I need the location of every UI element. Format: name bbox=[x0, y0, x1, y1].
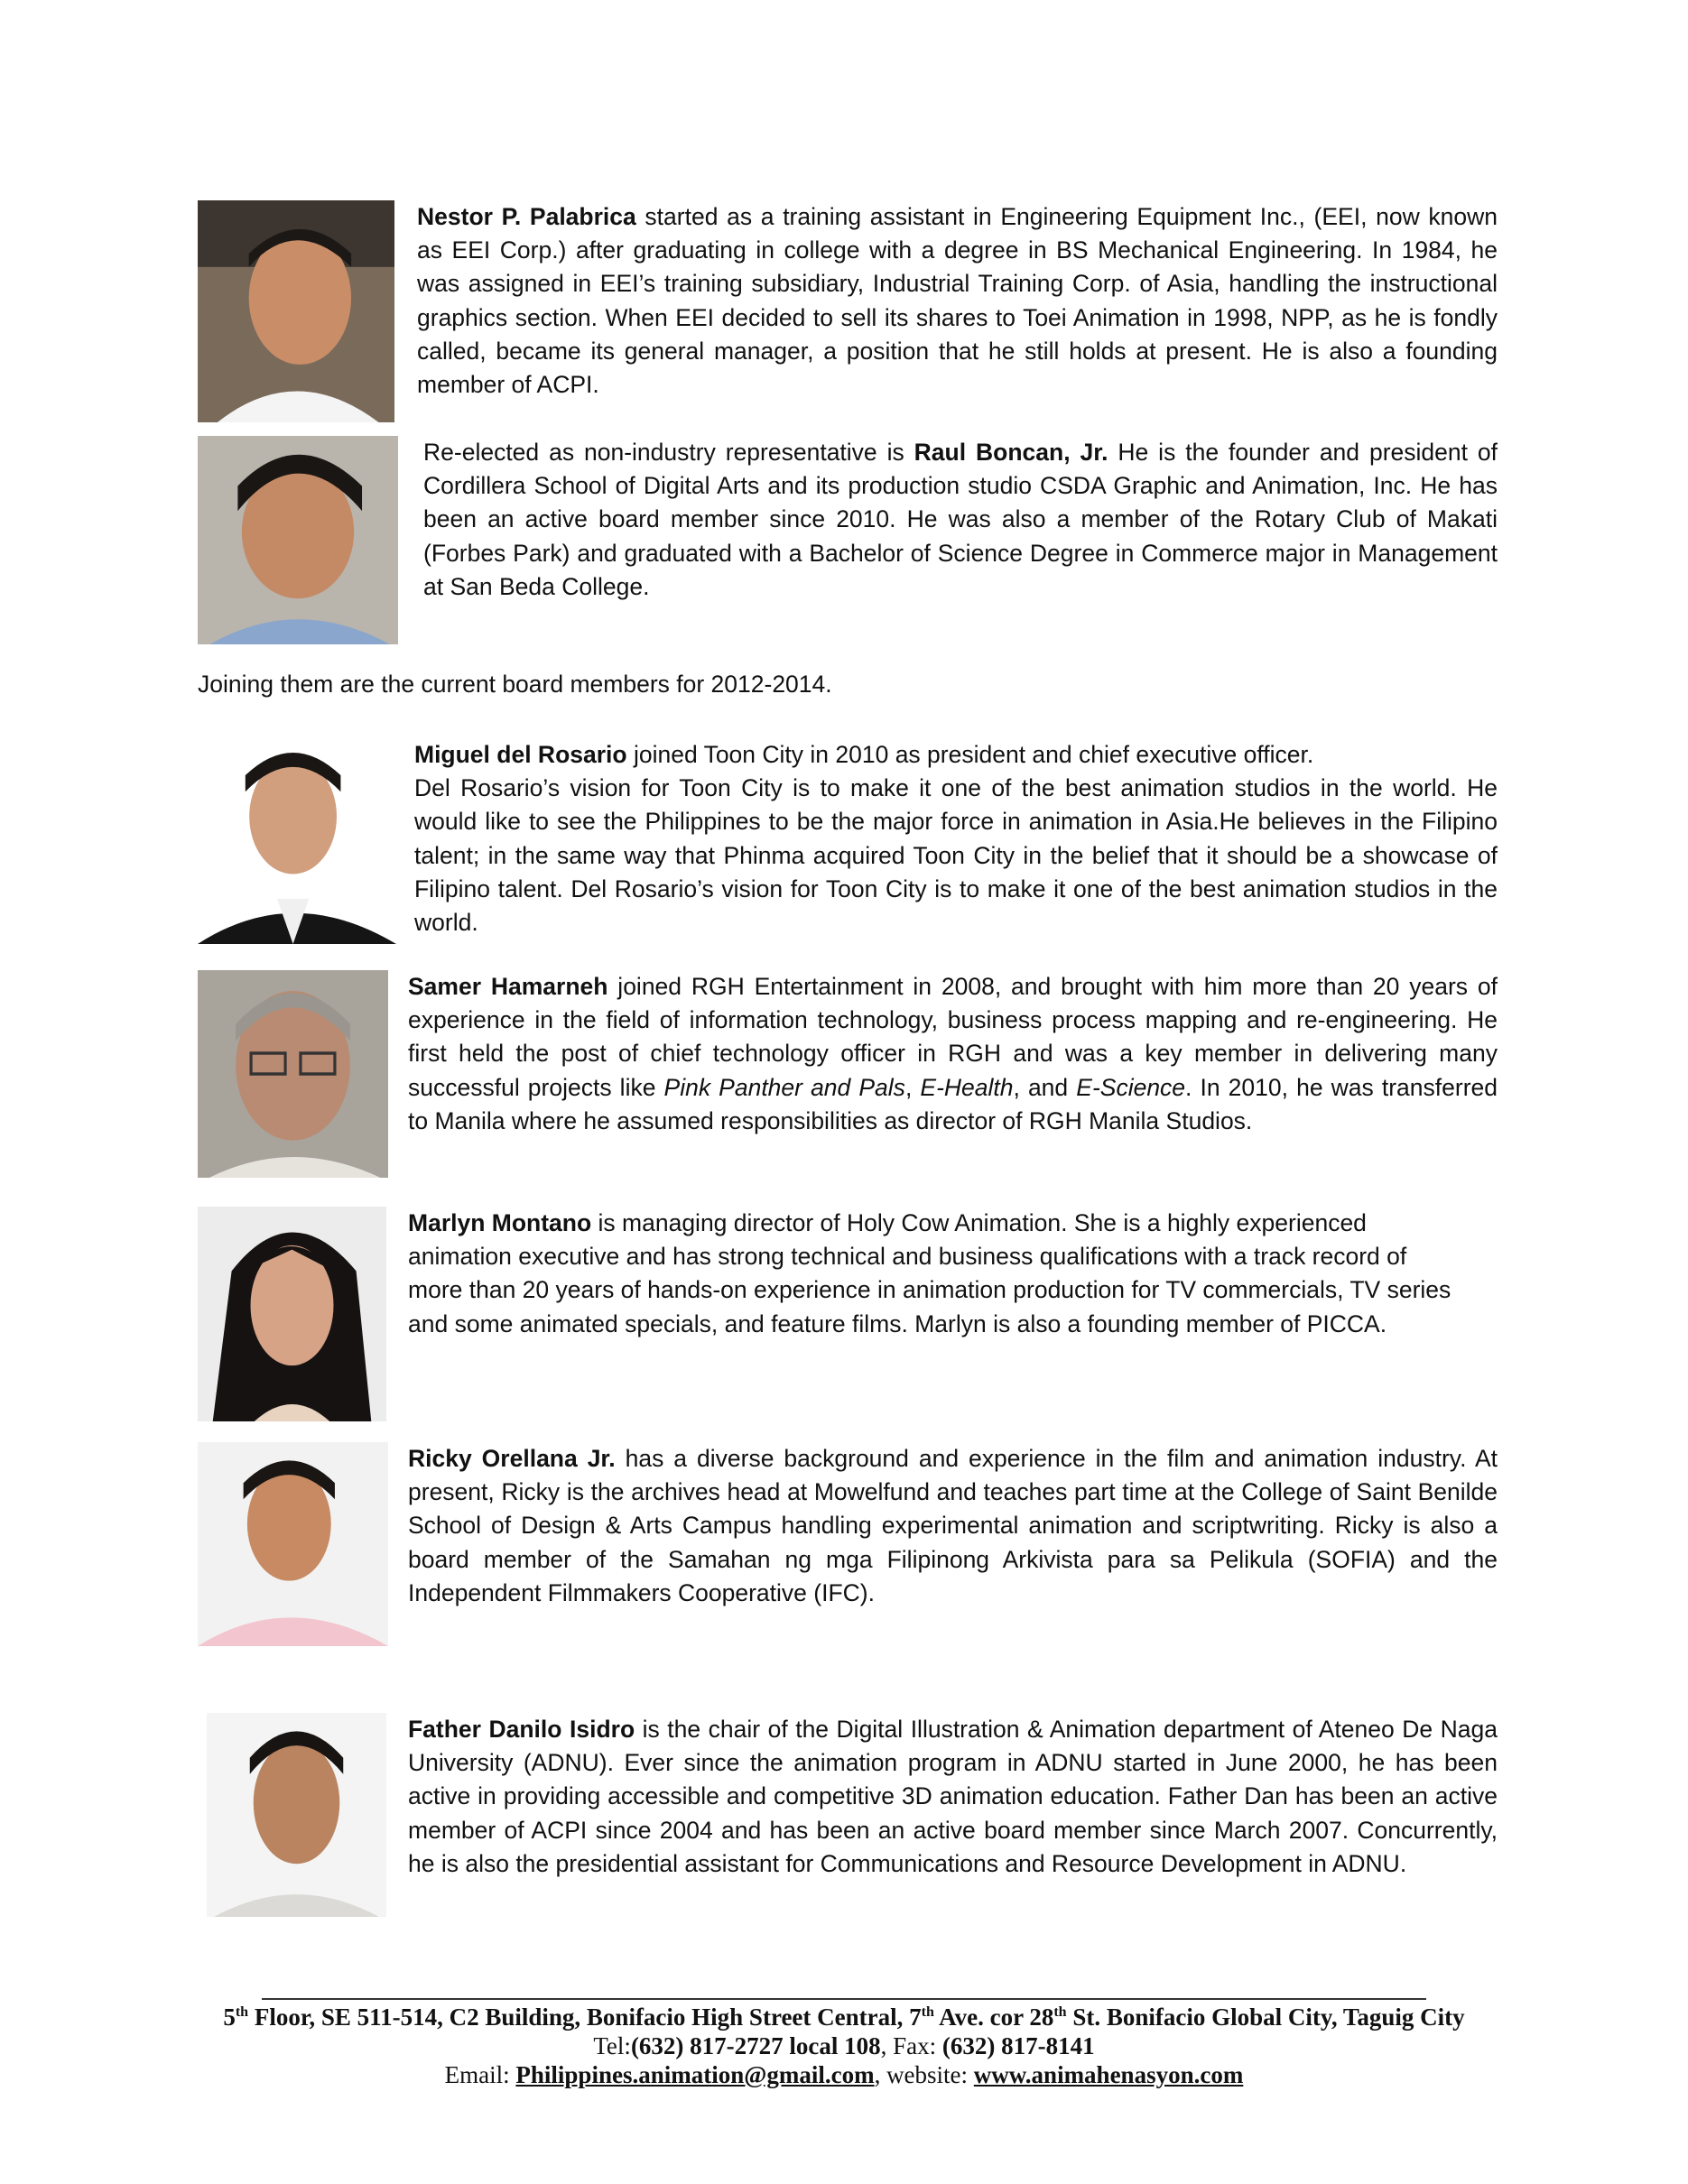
person-name: Nestor P. Palabrica bbox=[417, 203, 636, 230]
address-text: Floor, SE 511-514, C2 Building, Bonifacio High Street Central, 7 bbox=[248, 2004, 922, 2031]
footer-contact bbox=[0, 2060, 1688, 2089]
tel-number: (632) 817-2727 local 108 bbox=[630, 2032, 881, 2059]
bio-nestor-palabrica bbox=[198, 200, 1498, 426]
separator: , and bbox=[1013, 1073, 1077, 1101]
bio-samer-hamarneh bbox=[198, 970, 1498, 1178]
address-text: 5 bbox=[223, 2004, 236, 2031]
fax-number: (632) 817-8141 bbox=[941, 2032, 1095, 2059]
bio-body: started as a training assistant in Engineering Equipment Inc., (EEI, now known as EEI Corp.) after graduating in college with a degree in BS Mechanical Engineering. In 1984, he was assigned in EEI’s training subsidiary, Industrial Training Corp. of Asia, handling the instructional graphics section. When EEI decided to sell its shares to Toei Animation in 1998, NPP, as he is fondly called, became its general manager, a position that he still holds at present. He is also a founding member of ACPI. bbox=[417, 203, 1498, 399]
bio-body: Del Rosario’s vision for Toon City is to make it one of the best animation studios in the world. He would like to see the Philippines to be the major force in animation in Asia.He believes in the Filipino talent; in the same way that Phinma acquired Toon City in the belief that it should be a showcase of Filipino talent. Del Rosario’s vision for Toon City is to make it one of the best animation studios in the world. bbox=[414, 774, 1498, 937]
ordinal-suffix: th bbox=[1053, 2004, 1067, 2020]
portrait-photo-samer bbox=[198, 970, 388, 1178]
bio-first-line: joined Toon City in 2010 as president and chief executive officer. bbox=[626, 741, 1314, 768]
email-link[interactable]: Philippines.animation@gmail.com bbox=[515, 2061, 875, 2088]
address-text: Ave. cor 28 bbox=[933, 2004, 1054, 2031]
bio-body: is the chair of the Digital Illustration & Animation department of Ateneo De Naga University (ADNU). Ever since the animation program in ADNU started in June 2000, he has been active in providing accessible and competitive 3D animation education. Father Dan has been an active member of ACPI since 2004 and has been an active board member since March 2007. Concurrently, he is also the presidential assistant for Communications and Resource Development in ADNU. bbox=[408, 1716, 1498, 1877]
portrait-photo-marlyn bbox=[198, 1207, 386, 1421]
website-link[interactable]: www.animahenasyon.com bbox=[973, 2061, 1244, 2088]
person-name: Raul Boncan, Jr. bbox=[914, 439, 1108, 466]
bio-text bbox=[423, 436, 1498, 604]
bio-text bbox=[417, 200, 1498, 402]
footer-address bbox=[0, 2003, 1688, 2031]
bio-text bbox=[414, 738, 1498, 939]
bio-body: joined RGH Entertainment in 2008, and brought with him more than 20 years of experience in the field of information technology, business process mapping and re-engineering. He first held the post of chief technology officer in RGH and was a key member in delivering many successful projects like bbox=[408, 973, 1498, 1101]
separator: , bbox=[904, 1073, 921, 1101]
ordinal-suffix: th bbox=[235, 2004, 249, 2020]
portrait-photo-nestor bbox=[198, 200, 394, 422]
footer-phone bbox=[0, 2031, 1688, 2060]
bio-marlyn-montano bbox=[198, 1207, 1498, 1423]
email-label: Email: bbox=[444, 2061, 516, 2088]
project-title: Pink Panther and Pals bbox=[663, 1073, 905, 1101]
ordinal-suffix: th bbox=[921, 2004, 934, 2020]
bio-miguel-del-rosario bbox=[198, 738, 1498, 951]
bio-text bbox=[408, 1713, 1498, 1881]
person-name: Marlyn Montano bbox=[408, 1209, 592, 1236]
footer-divider bbox=[262, 1998, 1426, 2000]
bio-text bbox=[408, 970, 1498, 1138]
portrait-photo-miguel bbox=[198, 738, 396, 944]
joining-sentence: Joining them are the current board members for 2012-2014. bbox=[198, 671, 832, 698]
fax-label: , Fax: bbox=[880, 2032, 942, 2059]
bio-text bbox=[408, 1207, 1464, 1341]
bio-raul-boncan bbox=[198, 436, 1498, 645]
bio-ricky-orellana bbox=[198, 1442, 1498, 1650]
project-title: E-Science bbox=[1076, 1073, 1186, 1101]
bio-body: is managing director of Holy Cow Animation. She is a highly experienced animation executive and has strong technical and business qualifications with a track record of more than 20 years of hands-on experience in animation production for TV commercials, TV series and some animated specials, and feature films. Marlyn is also a founding member of PICCA. bbox=[408, 1209, 1451, 1337]
bio-body-end: . In 2010, he was transferred to Manila where he assumed responsibilities as director of RGH Manila Studios. bbox=[408, 1073, 1498, 1134]
person-name: Father Danilo Isidro bbox=[408, 1716, 635, 1743]
tel-label: Tel: bbox=[593, 2032, 631, 2059]
bio-body: He is the founder and president of Cordillera School of Digital Arts and its production studio CSDA Graphic and Animation, Inc. He has been an active board member since 2010. He was also a member of the Rotary Club of Makati (Forbes Park) and graduated with a Bachelor of Science Degree in Commerce major in Management at San Beda College. bbox=[423, 439, 1498, 600]
bio-text bbox=[408, 1442, 1498, 1610]
portrait-photo-ricky bbox=[198, 1442, 388, 1646]
bio-prefix: Re-elected as non-industry representative is bbox=[423, 439, 914, 466]
person-name: Ricky Orellana Jr. bbox=[408, 1445, 616, 1472]
project-title: E-Health bbox=[920, 1073, 1014, 1101]
person-name: Samer Hamarneh bbox=[408, 973, 608, 1000]
bio-body: has a diverse background and experience in the film and animation industry. At present, Ricky is the archives head at Mowelfund and teaches part time at the College of Saint Benilde School of Design & Arts Campus handling experimental animation and scriptwriting. Ricky is also a board member of the Samahan ng mga Filipinong Arkivista para sa Pelikula (SOFIA) and the Independent Filmmakers Cooperative (IFC). bbox=[408, 1445, 1498, 1606]
portrait-photo-danilo bbox=[207, 1713, 386, 1917]
portrait-photo-raul bbox=[198, 436, 398, 644]
address-text: St. Bonifacio Global City, Taguig City bbox=[1066, 2004, 1465, 2031]
person-name: Miguel del Rosario bbox=[414, 741, 627, 768]
website-label: , website: bbox=[874, 2061, 974, 2088]
bio-danilo-isidro bbox=[198, 1713, 1498, 1920]
